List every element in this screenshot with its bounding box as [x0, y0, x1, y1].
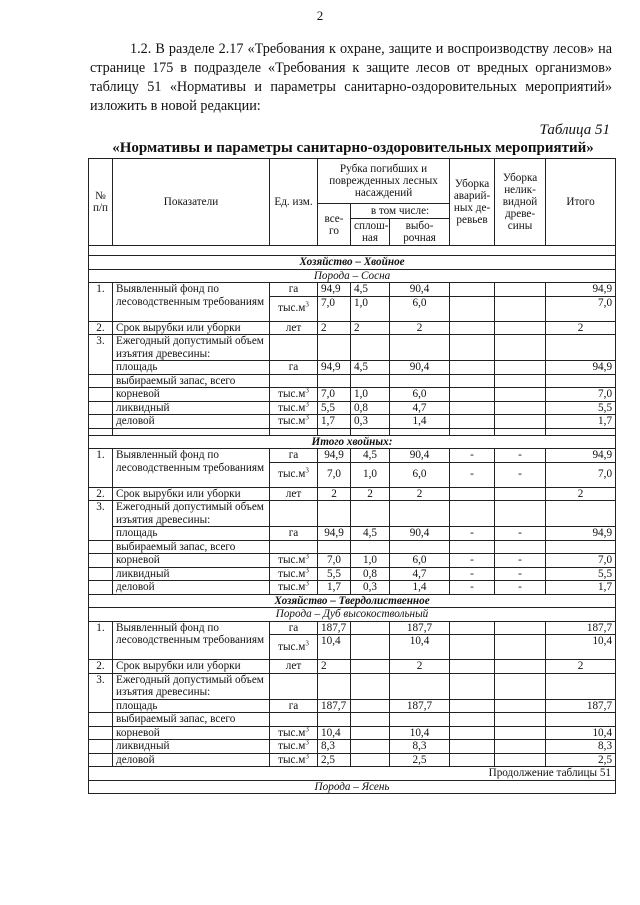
intro-text: 1.2. В разделе 2.17 «Требования к охране, защите и воспроизводству лесов» на странице 175 в подразделе «Требования к защите лесов от вредных организмов» таблицу 51 «Нормативы и параметры санитарно-оздоровительных мероприятий» изложить в новой редакции: — [90, 41, 612, 114]
row-number: 2. — [89, 321, 113, 335]
row-number: 2. — [89, 487, 113, 501]
value-cell: 0,8 — [351, 401, 390, 415]
unit-cell: га — [270, 283, 318, 297]
value-cell: 94,9 — [546, 449, 616, 463]
value-cell: 5,5 — [546, 401, 616, 415]
value-cell: 1,0 — [351, 462, 390, 487]
section-hardwood: Хозяйство – Твердолиственное — [89, 594, 616, 608]
table-row — [89, 401, 616, 415]
value-cell: 2 — [390, 321, 450, 335]
value-cell: - — [450, 527, 495, 541]
row-label: Срок вырубки или уборки — [113, 321, 270, 335]
value-cell — [495, 487, 546, 501]
row-label: Ежегодный допустимый объем изъятия древесины: — [113, 673, 270, 699]
row-label: ликвидный — [113, 567, 270, 581]
value-cell — [351, 621, 390, 635]
unit-cell: $тыс.м^3$ — [270, 581, 318, 595]
value-cell — [351, 660, 390, 674]
row-label: Ежегодный допустимый объем изъятия древесины: — [113, 501, 270, 527]
value-cell: - — [495, 567, 546, 581]
unit-cell: га — [270, 449, 318, 463]
value-cell — [450, 401, 495, 415]
value-cell: 10,4 — [546, 726, 616, 740]
value-cell: 10,4 — [390, 635, 450, 660]
value-cell: 7,0 — [318, 462, 351, 487]
header-illiquid: Уборка нелик-видной древе-сины — [495, 159, 546, 246]
value-cell: 0,8 — [351, 567, 390, 581]
species-row — [89, 608, 616, 622]
header-selective: выбо-рочная — [390, 219, 450, 246]
row-number: 1. — [89, 283, 113, 322]
row-number: 3. — [89, 335, 113, 375]
value-cell — [351, 726, 390, 740]
value-cell — [495, 660, 546, 674]
table-row — [89, 449, 616, 463]
row-label: корневой — [113, 726, 270, 740]
table-row — [89, 673, 616, 699]
row-label: площадь — [113, 699, 270, 713]
value-cell: 94,9 — [546, 283, 616, 297]
value-cell: 10,4 — [546, 635, 616, 660]
value-cell: 4,5 — [351, 449, 390, 463]
section-row — [89, 256, 616, 270]
value-cell: 2 — [546, 321, 616, 335]
value-cell: - — [495, 462, 546, 487]
value-cell: 2 — [318, 660, 351, 674]
table-row — [89, 753, 616, 767]
value-cell: 2 — [546, 660, 616, 674]
value-cell: 4,7 — [390, 567, 450, 581]
unit-cell: га — [270, 699, 318, 713]
header-unit: Ед. изм. — [270, 159, 318, 246]
continuation-row — [89, 767, 616, 781]
value-cell: 187,7 — [390, 621, 450, 635]
value-cell: - — [495, 554, 546, 568]
header-total: все-го — [318, 204, 351, 246]
value-cell — [495, 753, 546, 767]
value-cell: 6,0 — [390, 296, 450, 321]
value-cell — [450, 621, 495, 635]
value-cell: - — [495, 581, 546, 595]
value-cell — [450, 487, 495, 501]
species-row — [89, 780, 616, 794]
value-cell: 0,3 — [351, 415, 390, 429]
value-cell — [450, 635, 495, 660]
table-row — [89, 713, 616, 727]
unit-cell: $тыс.м^3$ — [270, 388, 318, 402]
unit-cell: га — [270, 361, 318, 375]
value-cell — [495, 388, 546, 402]
value-cell — [495, 401, 546, 415]
value-cell: - — [495, 527, 546, 541]
section-row — [89, 594, 616, 608]
row-label: корневой — [113, 554, 270, 568]
value-cell — [351, 740, 390, 754]
table-row — [89, 621, 616, 635]
value-cell: 7,0 — [546, 296, 616, 321]
value-cell: 10,4 — [318, 635, 351, 660]
value-cell: 4,5 — [351, 527, 390, 541]
value-cell: 2 — [390, 487, 450, 501]
value-cell: 2 — [351, 487, 390, 501]
table-title: «Нормативы и параметры санитарно-оздоровительных мероприятий» — [112, 140, 594, 156]
table-row — [89, 527, 616, 541]
value-cell: 1,0 — [351, 296, 390, 321]
value-cell — [495, 726, 546, 740]
unit-cell: га — [270, 527, 318, 541]
value-cell: 94,9 — [318, 361, 351, 375]
value-cell: 4,7 — [390, 401, 450, 415]
table-number: Таблица 51 — [539, 122, 610, 138]
value-cell: 5,5 — [318, 401, 351, 415]
value-cell: 10,4 — [390, 726, 450, 740]
row-number: 1. — [89, 621, 113, 660]
row-label: выбираемый запас, всего — [113, 540, 270, 554]
value-cell — [450, 699, 495, 713]
value-cell — [495, 283, 546, 297]
value-cell: 2 — [546, 487, 616, 501]
value-cell: 187,7 — [318, 621, 351, 635]
unit-cell: $тыс.м^3$ — [270, 296, 318, 321]
row-label: площадь — [113, 527, 270, 541]
value-cell — [450, 283, 495, 297]
value-cell — [450, 388, 495, 402]
value-cell: 6,0 — [390, 388, 450, 402]
table-row — [89, 283, 616, 297]
intro-paragraph — [90, 40, 612, 116]
value-cell: - — [450, 554, 495, 568]
value-cell — [450, 296, 495, 321]
row-label: деловой — [113, 753, 270, 767]
value-cell: 4,5 — [351, 283, 390, 297]
value-cell — [450, 740, 495, 754]
value-cell — [495, 415, 546, 429]
value-cell: 2,5 — [318, 753, 351, 767]
section-conifer-total: Итого хвойных: — [89, 435, 616, 449]
value-cell: - — [450, 581, 495, 595]
row-number: 2. — [89, 660, 113, 674]
table-row — [89, 581, 616, 595]
row-label: ликвидный — [113, 401, 270, 415]
value-cell — [351, 635, 390, 660]
table-row — [89, 374, 616, 388]
row-label: Выявленный фонд по лесоводственным требованиям — [113, 283, 270, 322]
header-indicator: Показатели — [113, 159, 270, 246]
row-label: Срок вырубки или уборки — [113, 660, 270, 674]
value-cell: 90,4 — [390, 283, 450, 297]
unit-cell: га — [270, 621, 318, 635]
table-row — [89, 487, 616, 501]
value-cell: - — [450, 449, 495, 463]
row-label: деловой — [113, 581, 270, 595]
table-row — [89, 660, 616, 674]
section-conifer: Хозяйство – Хвойное — [89, 256, 616, 270]
value-cell: 1,7 — [318, 415, 351, 429]
unit-cell: $тыс.м^3$ — [270, 753, 318, 767]
value-cell: 1,7 — [546, 415, 616, 429]
unit-cell: $тыс.м^3$ — [270, 635, 318, 660]
unit-cell: лет — [270, 487, 318, 501]
value-cell: 7,0 — [318, 388, 351, 402]
value-cell: 1,0 — [351, 554, 390, 568]
value-cell — [351, 753, 390, 767]
value-cell — [495, 740, 546, 754]
value-cell — [450, 726, 495, 740]
table-row — [89, 335, 616, 361]
row-label: Ежегодный допустимый объем изъятия древесины: — [113, 335, 270, 361]
value-cell: 4,5 — [351, 361, 390, 375]
row-number: 3. — [89, 501, 113, 541]
value-cell — [495, 361, 546, 375]
value-cell: 187,7 — [390, 699, 450, 713]
value-cell: 94,9 — [546, 527, 616, 541]
value-cell: 7,0 — [546, 554, 616, 568]
value-cell: 7,0 — [546, 462, 616, 487]
value-cell: 8,3 — [546, 740, 616, 754]
unit-cell: $тыс.м^3$ — [270, 415, 318, 429]
species-oak: Порода – Дуб высокоствольный — [89, 608, 616, 622]
table-row — [89, 415, 616, 429]
row-label: корневой — [113, 388, 270, 402]
value-cell: 8,3 — [318, 740, 351, 754]
unit-cell: $тыс.м^3$ — [270, 726, 318, 740]
header-row-1 — [89, 159, 616, 204]
table-row — [89, 726, 616, 740]
value-cell: 187,7 — [318, 699, 351, 713]
table-row — [89, 361, 616, 375]
value-cell: 2,5 — [546, 753, 616, 767]
header-windfall: Уборка аварий-ных де-ревьев — [450, 159, 495, 246]
value-cell: 5,5 — [318, 567, 351, 581]
row-label: Выявленный фонд по лесоводственным требованиям — [113, 449, 270, 488]
header-clear: сплош-ная — [351, 219, 390, 246]
row-label: выбираемый запас, всего — [113, 374, 270, 388]
header-including: в том числе: — [351, 204, 450, 219]
unit-cell: лет — [270, 660, 318, 674]
value-cell: 94,9 — [318, 527, 351, 541]
row-label: Выявленный фонд по лесоводственным требованиям — [113, 621, 270, 660]
value-cell — [495, 321, 546, 335]
continuation-label: Продолжение таблицы 51 — [89, 767, 616, 781]
row-label: деловой — [113, 415, 270, 429]
value-cell: 1,4 — [390, 415, 450, 429]
value-cell — [450, 753, 495, 767]
value-cell: 2 — [390, 660, 450, 674]
species-ash: Порода – Ясень — [89, 780, 616, 794]
value-cell: 0,3 — [351, 581, 390, 595]
table-row — [89, 554, 616, 568]
header-num: № п/п — [89, 159, 113, 246]
value-cell: 90,4 — [390, 449, 450, 463]
header-felling: Рубка погибших и поврежденных лесных насаждений — [318, 159, 450, 204]
page-number: 2 — [316, 8, 324, 23]
unit-cell: $тыс.м^3$ — [270, 462, 318, 487]
value-cell: 1,7 — [318, 581, 351, 595]
table-row — [89, 567, 616, 581]
table-row — [89, 501, 616, 527]
value-cell: - — [495, 449, 546, 463]
row-label: выбираемый запас, всего — [113, 713, 270, 727]
value-cell: 94,9 — [318, 449, 351, 463]
table-row — [89, 388, 616, 402]
row-number: 3. — [89, 673, 113, 713]
value-cell: - — [450, 567, 495, 581]
value-cell: 94,9 — [546, 361, 616, 375]
value-cell — [495, 699, 546, 713]
table-row — [89, 540, 616, 554]
row-label: площадь — [113, 361, 270, 375]
value-cell: 10,4 — [318, 726, 351, 740]
value-cell: 1,4 — [390, 581, 450, 595]
value-cell: 90,4 — [390, 361, 450, 375]
unit-cell: лет — [270, 321, 318, 335]
value-cell: 2 — [351, 321, 390, 335]
value-cell: 7,0 — [546, 388, 616, 402]
value-cell — [495, 621, 546, 635]
norms-table — [88, 158, 616, 794]
value-cell: 8,3 — [390, 740, 450, 754]
unit-cell: $тыс.м^3$ — [270, 554, 318, 568]
value-cell: 2 — [318, 487, 351, 501]
spacer-row — [89, 246, 616, 256]
spacer-row — [89, 428, 616, 435]
value-cell — [450, 361, 495, 375]
unit-cell: $тыс.м^3$ — [270, 401, 318, 415]
row-label: ликвидный — [113, 740, 270, 754]
value-cell — [351, 699, 390, 713]
value-cell — [450, 321, 495, 335]
table-row — [89, 740, 616, 754]
value-cell — [495, 296, 546, 321]
value-cell: 5,5 — [546, 567, 616, 581]
species-row — [89, 269, 616, 283]
value-cell: 7,0 — [318, 554, 351, 568]
table-row — [89, 699, 616, 713]
unit-cell: $тыс.м^3$ — [270, 740, 318, 754]
value-cell: 1,7 — [546, 581, 616, 595]
value-cell: 90,4 — [390, 527, 450, 541]
value-cell: 6,0 — [390, 462, 450, 487]
value-cell — [450, 415, 495, 429]
value-cell: 6,0 — [390, 554, 450, 568]
section-row — [89, 435, 616, 449]
species-pine: Порода – Сосна — [89, 269, 616, 283]
value-cell: 2 — [318, 321, 351, 335]
value-cell — [450, 660, 495, 674]
value-cell: 2,5 — [390, 753, 450, 767]
value-cell: 1,0 — [351, 388, 390, 402]
value-cell: 187,7 — [546, 699, 616, 713]
value-cell: 187,7 — [546, 621, 616, 635]
value-cell: - — [450, 462, 495, 487]
value-cell: 94,9 — [318, 283, 351, 297]
row-number: 1. — [89, 449, 113, 488]
value-cell — [495, 635, 546, 660]
table-row — [89, 321, 616, 335]
value-cell: 7,0 — [318, 296, 351, 321]
unit-cell: $тыс.м^3$ — [270, 567, 318, 581]
header-sum: Итого — [546, 159, 616, 246]
row-label: Срок вырубки или уборки — [113, 487, 270, 501]
